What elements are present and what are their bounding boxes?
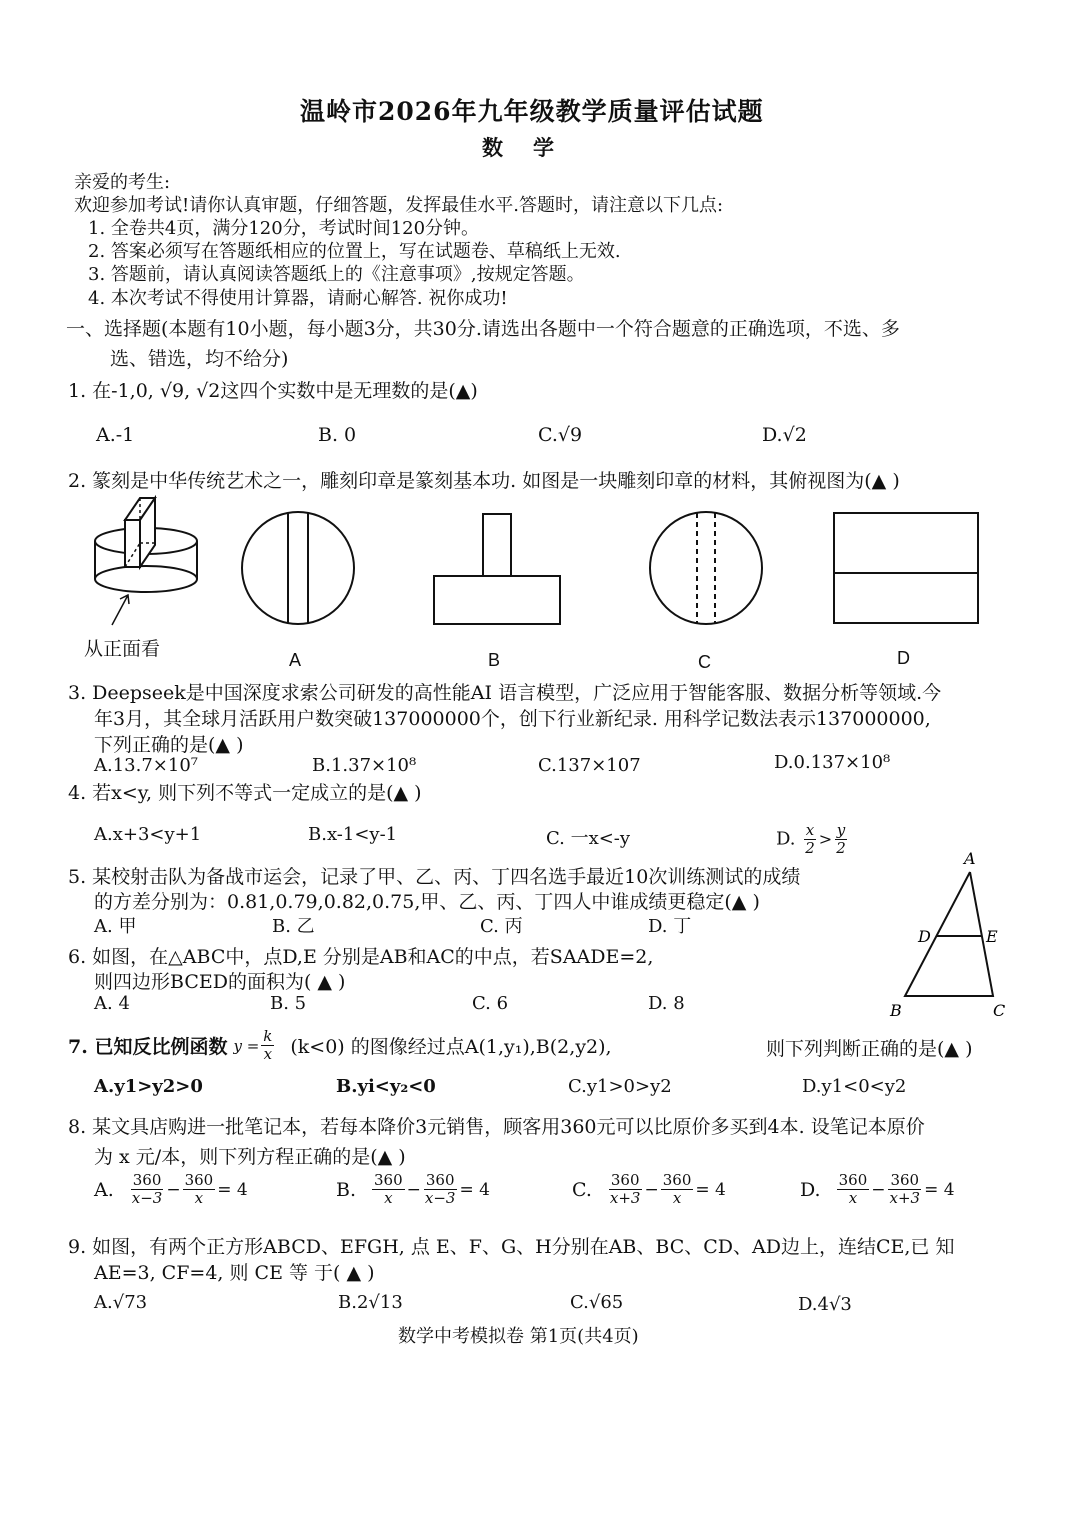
front-view-label: 从正面看 [84, 638, 161, 660]
question-2: 2. 篆刻是中华传统艺术之一，雕刻印章是篆刻基本功. 如图是一块雕刻印章的材料，其俯视图为(▲ ) [68, 470, 900, 492]
q8-option-a: A. $\frac{360}{x-3}$ − $\frac{360}{x}$ = 4 [94, 1171, 248, 1207]
q3-option-b: B.1.37×10⁸ [312, 755, 417, 776]
q2-label-c: C [698, 652, 711, 672]
q2-figure-c [648, 510, 764, 626]
greeting: 亲爱的考生: [74, 172, 171, 193]
q2-label-b: B [488, 650, 501, 670]
q3-option-d: D.0.137×10⁸ [774, 752, 891, 773]
q9-option-d: D.4√3 [798, 1294, 852, 1315]
q7-option-a: A.y1>y2>0 [94, 1076, 203, 1097]
note-3: 3. 答题前，请认真阅读答题纸上的《注意事项》,按规定答题。 [88, 264, 585, 285]
page-title: 温岭市2026年九年级教学质量评估试题 [300, 97, 764, 126]
q2-label-a: A [289, 650, 302, 670]
question-3-line3: 下列正确的是(▲ ) [94, 734, 244, 756]
question-5: 5. 某校射击队为备战市运会，记录了甲、乙、丙、丁四名选手最近10次训练测试的成绩 [68, 866, 801, 888]
q7-frac: $\frac{k}{x}$ [263, 1027, 273, 1063]
point-d-label: D [918, 927, 931, 946]
q4-option-c: C. 一x<-y [546, 828, 631, 849]
q2-figure-b [432, 512, 562, 627]
question-4: 4. 若x<y, 则下列不等式一定成立的是(▲ ) [68, 782, 422, 804]
q4-option-b: B.x-1<y-1 [308, 824, 398, 845]
vertex-c-label: C [993, 1001, 1006, 1020]
q8-option-b: B. $\frac{360}{x}$ − $\frac{360}{x-3}$ = 4 [336, 1171, 490, 1207]
q6-option-c: C. 6 [472, 993, 509, 1014]
triangle-figure [880, 848, 1020, 1023]
q9-option-b: B.2√13 [338, 1292, 403, 1313]
q4-d-frac-left: $\frac{x}{2}$ [805, 821, 815, 857]
q6-option-a: A. 4 [94, 993, 130, 1014]
question-7-suffix: 则下列判断正确的是(▲ ) [766, 1038, 973, 1060]
seal-figure [90, 495, 210, 635]
intro-text: 欢迎参加考试!请你认真审题，仔细答题，发挥最佳水平.答题时，请注意以下几点: [74, 195, 724, 216]
q4-option-a: A.x+3<y+1 [94, 824, 202, 845]
question-1: 1. 在-1,0, √9, √2这四个实数中是无理数的是(▲) [68, 380, 478, 402]
q5-option-d: D. 丁 [648, 916, 692, 937]
note-1: 1. 全卷共4页，满分120分，考试时间120分钟。 [88, 218, 480, 239]
question-9: 9. 如图，有两个正方形ABCD、EFGH, 点 E、F、G、H分别在AB、BC、CD、AD边上，连结CE,已 知 [68, 1236, 955, 1258]
note-2: 2. 答案必须写在答题纸相应的位置上，写在试题卷、草稿纸上无效. [88, 241, 621, 262]
question-6: 6. 如图，在△ABC中，点D,E 分别是AB和AC的中点，若SAADE=2, [68, 946, 654, 968]
q4-option-d: D. $\frac{x}{2}$ > $\frac{y}{2}$ [776, 821, 846, 857]
q6-option-b: B. 5 [270, 993, 307, 1014]
q1-option-d: D.√2 [762, 424, 807, 446]
q7-option-c: C.y1>0>y2 [568, 1076, 672, 1097]
page-footer: 数学中考模拟卷 第1页(共4页) [398, 1326, 639, 1347]
q1-option-c: C.√9 [538, 424, 583, 446]
question-6-line2: 则四边形BCED的面积为( ▲ ) [94, 971, 346, 993]
q2-figure-a [240, 510, 356, 626]
q2-label-d: D [897, 648, 910, 668]
q5-option-c: C. 丙 [480, 916, 523, 937]
question-9-line2: AE=3, CF=4, 则 CE 等 于( ▲ ) [94, 1262, 375, 1284]
q7-option-d: D.y1<0<y2 [802, 1076, 907, 1097]
q9-option-c: C.√65 [570, 1292, 624, 1313]
q3-option-c: C.137×107 [538, 755, 641, 776]
q9-option-a: A.√73 [94, 1292, 148, 1313]
q4-d-frac-right: $\frac{y}{2}$ [836, 821, 846, 857]
question-5-line2: 的方差分别为：0.81,0.79,0.82,0.75,甲、乙、丙、丁四人中谁成绩更稳定(▲ ) [94, 891, 760, 913]
q3-option-a: A.13.7×10⁷ [94, 755, 199, 776]
question-3-line2: 年3月，其全球月活跃用户数突破137000000个，创下行业新纪录. 用科学记数法表示137000000, [94, 708, 931, 730]
question-7: 7. 已知反比例函数 y = $\frac{k}{x}$ (k<0) 的图像经过点A(1,y₁),B(2,y2), [68, 1027, 612, 1063]
q2-figure-d [832, 510, 982, 626]
vertex-b-label: B [890, 1001, 902, 1020]
section-heading-cont: 选、错选，均不给分) [110, 348, 289, 370]
q7-option-b: B.yi<y₂<0 [336, 1076, 436, 1097]
question-3: 3. Deepseek是中国深度求索公司研发的高性能AI 语言模型，广泛应用于智能客服、数据分析等领域.今 [68, 682, 942, 704]
q5-option-b: B. 乙 [272, 916, 315, 937]
question-8: 8. 某文具店购进一批笔记本，若每本降价3元销售，顾客用360元可以比原价多买到4本. 设笔记本原价 [68, 1116, 925, 1138]
q5-option-a: A. 甲 [94, 916, 137, 937]
vertex-a-label: A [964, 849, 976, 868]
note-4: 4. 本次考试不得使用计算器，请耐心解答. 祝你成功! [88, 288, 508, 309]
q1-option-b: B. 0 [318, 424, 357, 446]
q6-option-d: D. 8 [648, 993, 685, 1014]
question-8-line2: 为 x 元/本，则下列方程正确的是(▲ ) [94, 1146, 406, 1168]
section-heading: 一、选择题(本题有10小题，每小题3分，共30分.请选出各题中一个符合题意的正确选项，不选、多 [66, 318, 900, 340]
q8-option-d: D. $\frac{360}{x}$ − $\frac{360}{x+3}$ = 4 [800, 1171, 955, 1207]
point-e-label: E [986, 927, 998, 946]
q1-option-a: A.-1 [96, 424, 135, 446]
subject-title: 数学 [482, 135, 584, 160]
q8-option-c: C. $\frac{360}{x+3}$ − $\frac{360}{x}$ = 4 [572, 1171, 726, 1207]
